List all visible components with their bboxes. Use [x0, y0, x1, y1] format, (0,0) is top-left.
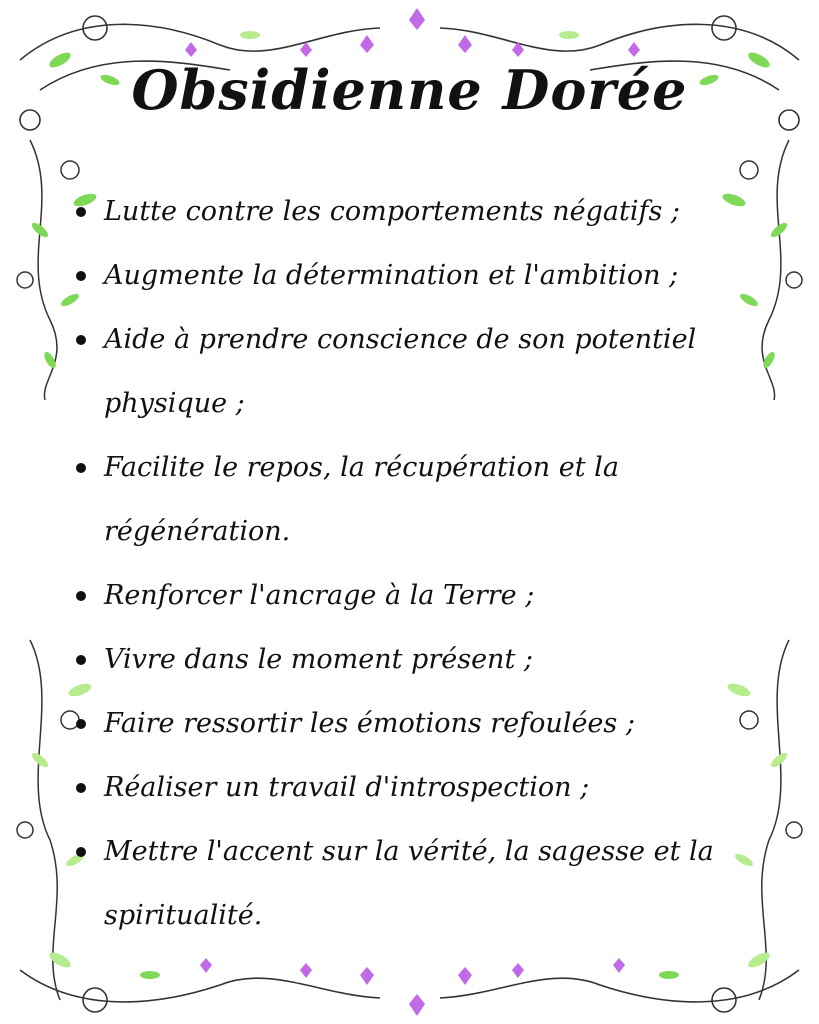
list-item: Réaliser un travail d'introspection ; — [70, 756, 770, 820]
properties-list — [70, 180, 770, 948]
bottom-flowers — [200, 958, 625, 1016]
list-item: Renforcer l'ancrage à la Terre ; — [70, 564, 770, 628]
list-item: Facilite le repos, la récupération et la régénération. — [70, 436, 770, 564]
list-item: Augmente la détermination et l'ambition ; — [70, 244, 770, 308]
list-item: Lutte contre les comportements négatifs ; — [70, 180, 770, 244]
bottom-leaves — [47, 950, 772, 979]
list-item: Vivre dans le moment présent ; — [70, 628, 770, 692]
list-item: Faire ressortir les émotions refoulées ; — [70, 692, 770, 756]
bottom-vine-ornament — [20, 970, 799, 1012]
list-item: Aide à prendre conscience de son potentiel physique ; — [70, 308, 770, 436]
page-title: Obsidienne Dorée — [131, 58, 688, 122]
list-item: Mettre l'accent sur la vérité, la sagesse et la spiritualité. — [70, 820, 770, 948]
